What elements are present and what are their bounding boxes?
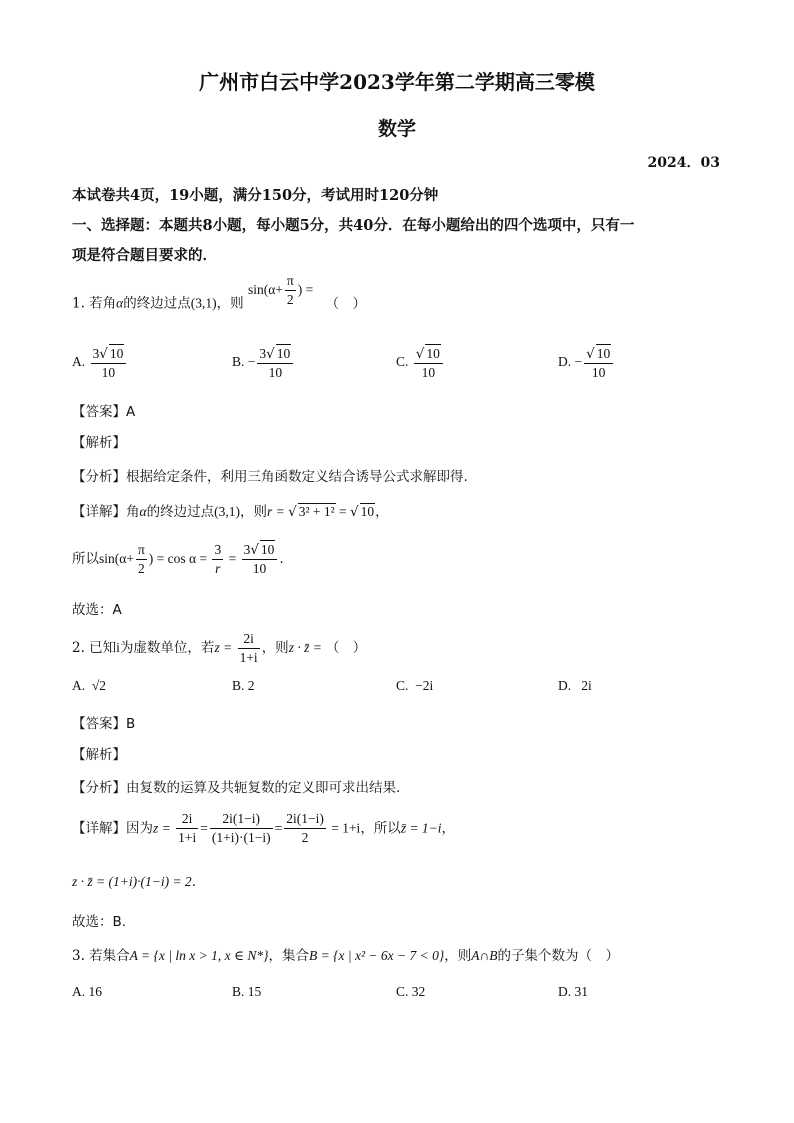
q1-option-c[interactable]: C. $\frac{√ 10}{10}$ [396, 344, 445, 382]
q1-option-d[interactable]: D. − $\frac{√ 10}{10}$ [558, 344, 615, 382]
q2-option-b[interactable]: B. 2 [232, 678, 255, 693]
q1-option-a[interactable]: A. $\frac{3√ 10}{10}$ [72, 344, 128, 382]
exam-info: 本试卷共4页，19小题，满分150分，考试用时120分钟 [72, 187, 439, 204]
q2-choose: 故选：B. [72, 914, 127, 930]
q1-answer: 【答案】A [72, 404, 136, 420]
q2-option-c[interactable]: C. −2i [396, 678, 434, 693]
exam-title: 广州市白云中学2023学年第二学期高三零模 [199, 70, 595, 94]
q3-option-d[interactable]: D. 31 [558, 984, 588, 999]
q2-option-a[interactable]: A. √2 [72, 678, 107, 693]
q3-option-a[interactable]: A. 16 [72, 984, 102, 999]
q2-answer: 【答案】B [72, 716, 136, 732]
q3-option-b[interactable]: B. 15 [232, 984, 262, 999]
q1-choose: 故选：A [72, 602, 122, 618]
q1-detail: 【详解】角α的终边过点(3,1)，则r = √ 3² + 1² = √ 10， [72, 504, 389, 520]
sin-expression: sin(α+ $\frac{\pi}{2}$ ) = [247, 273, 314, 307]
question-3-stem: 3. 若集合A = {x | ln x > 1, x ∈ N*}，集合B = {x | x² − 6x − 7 < 0}，则A∩B的子集个数为（ ） [72, 948, 619, 964]
q2-analysis: 【分析】由复数的运算及共轭复数的定义即可求出结果. [72, 780, 401, 796]
exam-date: 2024．03 [647, 155, 720, 171]
section-heading-line1: 一、选择题：本题共8小题，每小题5分，共40分．在每小题给出的四个选项中，只有一 [72, 217, 635, 234]
q3-option-c[interactable]: C. 32 [396, 984, 426, 999]
q1-option-b[interactable]: B. − $\frac{3√ 10}{10}$ [232, 344, 295, 382]
q1-analysis: 【分析】根据给定条件，利用三角函数定义结合诱导公式求解即得. [72, 469, 468, 485]
q2-option-d[interactable]: D. 2i [558, 678, 592, 693]
point-3-1: (3,1) [190, 295, 217, 311]
q2-result-line: z · z̄ = (1+i)·(1−i) = 2. [72, 874, 196, 890]
question-2-stem: 2. 已知i为虚数单位，若z = $\frac{2i}{1+i}$ ，则z · z̄ = （ ） [72, 631, 367, 665]
answer-paren: （ ） [325, 295, 366, 312]
section-heading-line2: 项是符合题目要求的． [72, 247, 217, 264]
q2-parse-label: 【解析】 [72, 747, 126, 763]
q1-parse-label: 【解析】 [72, 435, 126, 451]
q1-solution-line: 所以sin(α+ $\frac{\pi}{2}$ ) = cos α = $\frac{3}{r}$ = $\frac{3√ 10}{10}$ . [72, 541, 284, 576]
question-1-stem: 1. 若角α的终边过点(3,1)，则 sin(α+ $\frac{\pi}{2}$ ) = （ ） [72, 273, 366, 312]
exam-subject: 数学 [377, 118, 416, 140]
q2-detail: 【详解】因为z = $\frac{2i}{1+i}$ = $\frac{2i(1-i)}{(1+i)\cdot(1-i)}$ = $\frac{2i(1-i)}{2}$ = 1+i，所以z̄ = 1−i， [72, 811, 456, 845]
